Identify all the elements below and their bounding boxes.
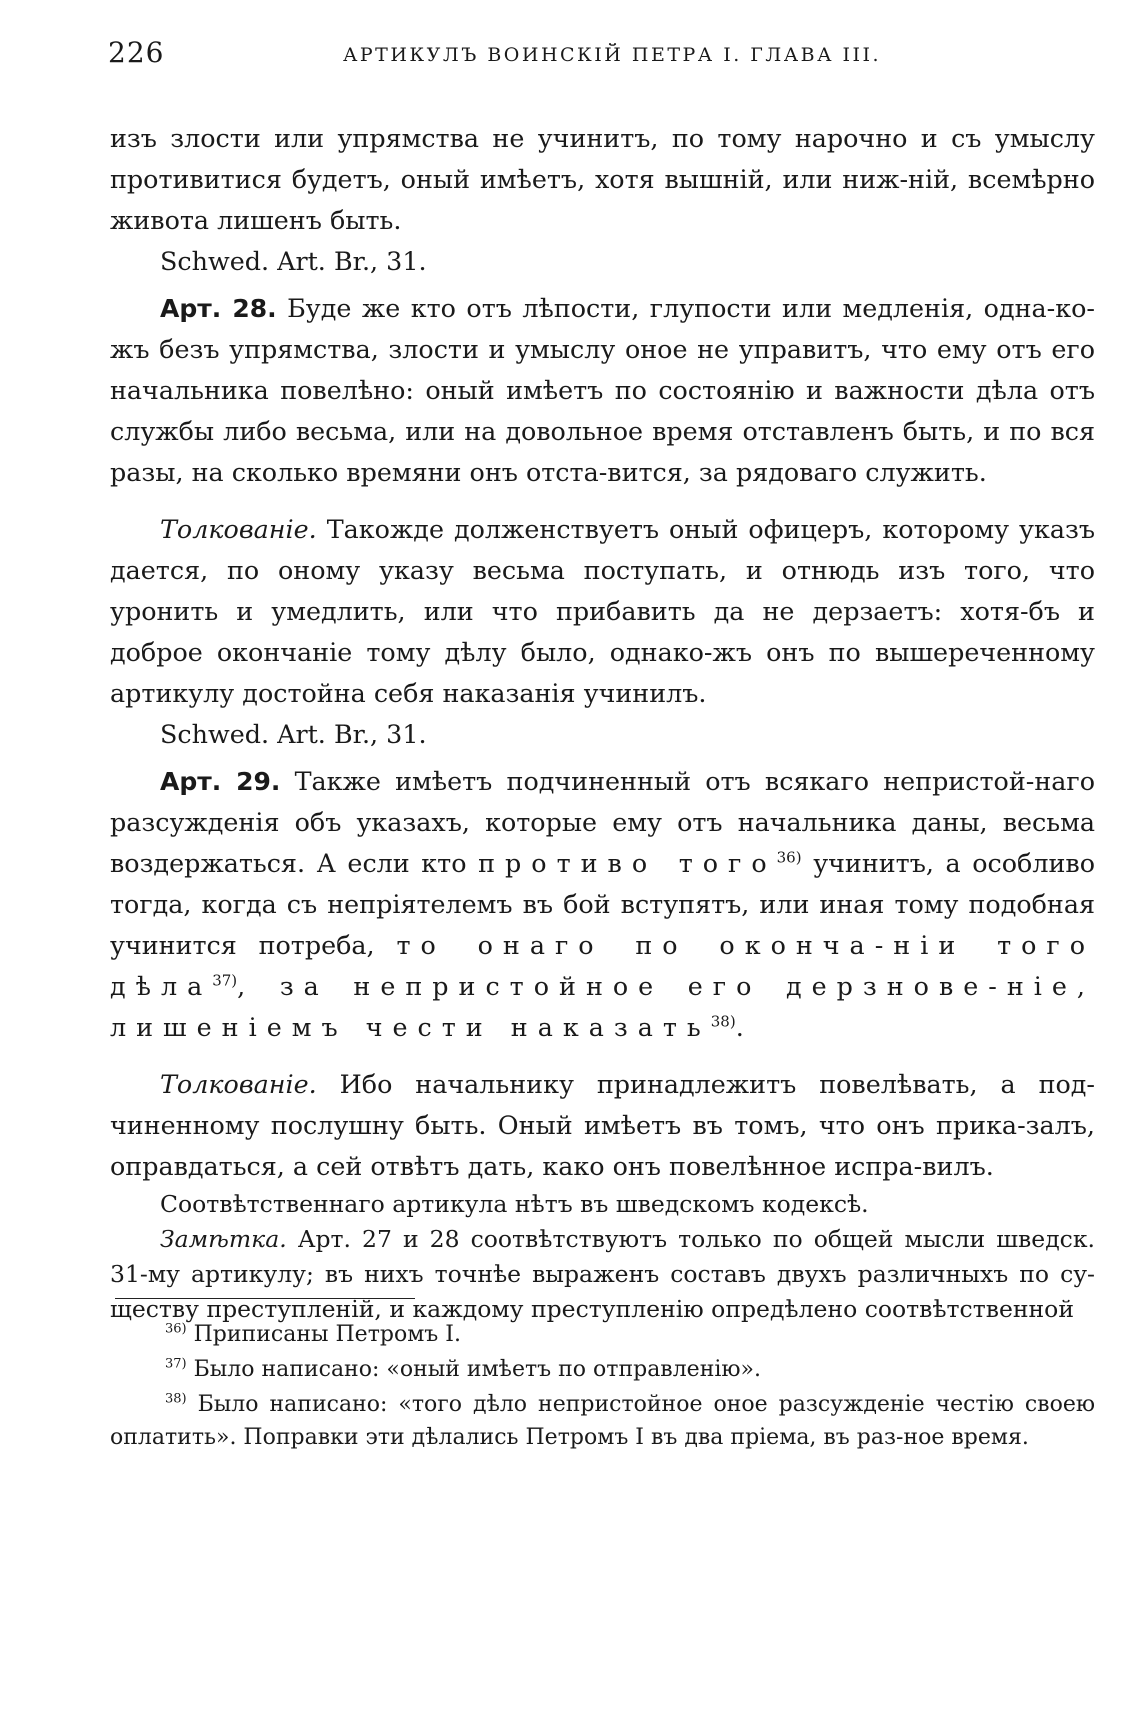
article-29 [110, 761, 1095, 1048]
article-29-spaced-a: противо того [478, 848, 777, 878]
editor-note-2-label: Замѣтка. [160, 1225, 287, 1253]
editor-note-2 [110, 1222, 1095, 1327]
page-number: 226 [108, 36, 165, 69]
footnote-37-mark: 37) [165, 1356, 187, 1372]
source-reference: Schwed. Art. Br., 31. [160, 246, 427, 276]
article-29-spaced-c: , за непристойное его дерзнове-ніе, лишеніемъ чести наказать [110, 971, 1095, 1042]
editor-note-1: Соотвѣтственнаго артикула нѣтъ въ шведскомъ кодексѣ. [160, 1190, 869, 1218]
article-29-spaced-b: то онаго по оконча-ніи того дѣла [110, 930, 1095, 1001]
running-head: АРТИКУЛЪ ВОИНСКІЙ ПЕТРА І. ГЛАВА ІІІ. [343, 44, 882, 66]
main-text [110, 118, 1095, 1327]
article-28-text: Буде же кто отъ лѣпости, глупости или медленія, одна-ко-жъ безъ упрямства, злости и умыслу оное не управитъ, что ему отъ его начальника повелѣно: оный имѣетъ по состоянію и важности дѣла отъ службы либо весьма, или на довольное время отставленъ быть, и по вся разы, на сколько времяни онъ отста-вится, за рядоваго служить. [110, 293, 1095, 487]
footnote-36 [110, 1318, 1095, 1351]
footnote-38 [110, 1388, 1095, 1454]
footnote-36-text: Приписаны Петромъ I. [193, 1322, 461, 1347]
article-29-text-b: учинитъ, а особливо тогда, когда съ непріятелемъ въ бой вступятъ, или иная тому подобная учинится потреба, [110, 848, 1095, 960]
interpretation-2-text: Ибо начальнику принадлежитъ повелѣвать, а под-чиненному послушну быть. Оный имѣетъ въ томъ, что онъ прика-залъ, оправдаться, а сей отвѣтъ дать, како онъ повелѣнное испра-вилъ. [110, 1069, 1096, 1181]
footnote-37-text: Было написано: «оный имѣетъ по отправленію». [193, 1357, 761, 1382]
footnote-ref-37: 37) [212, 971, 238, 990]
interpretation-1-text: Такожде долженствуетъ оный офицеръ, которому указъ дается, по оному указу весьма поступать, и отнюдь изъ того, что уронить и умедлить, или что прибавить да не дерзаетъ: хотя-бъ и доброе окончаніе тому дѣлу было, однако-жъ онъ по вышереченному артикулу достойна себя наказанія учинилъ. [110, 514, 1096, 708]
article-28 [110, 288, 1095, 493]
article-29-text-a: Также имѣетъ подчиненный отъ всякаго непристой-наго разсужденія объ указахъ, которые ему отъ начальника даны, весьма воздержаться. А если кто [110, 766, 1095, 878]
footnote-38-mark: 38) [165, 1391, 187, 1407]
article-28-label: Арт. 28. [160, 294, 277, 323]
footnote-38-text: Было написано: «того дѣло непристойное оное разсужденіе честію своею оплатить». Поправки эти дѣлались Петромъ I въ два пріема, въ раз-ное время. [110, 1392, 1095, 1450]
editor-note-2-text: Арт. 27 и 28 соотвѣтствуютъ только по общей мысли шведск. 31-му артикулу; въ нихъ точнѣе выраженъ составъ двухъ различныхъ по су-ществу преступленій, и каждому преступленію опредѣлено соотвѣтственной [110, 1225, 1095, 1323]
interpretation-1-label: Толкованіе. [160, 514, 317, 544]
interpretation-2-label: Толкованіе. [160, 1069, 317, 1099]
footnote-ref-38: 38) [710, 1012, 736, 1031]
article-29-label: Арт. 29. [160, 767, 281, 796]
paragraph-continuation: изъ злости или упрямства не учинитъ, по тому нарочно и съ умыслу противитися будетъ, оный имѣетъ, хотя вышній, или ниж-ній, всемѣрно живота лишенъ быть. [110, 123, 1095, 235]
footnote-divider [115, 1298, 415, 1299]
interpretation-1 [110, 509, 1095, 714]
footnote-ref-36: 36) [776, 848, 802, 867]
footnote-36-mark: 36) [165, 1321, 187, 1337]
page-header [108, 36, 1108, 76]
footnote-37 [110, 1353, 1095, 1386]
source-reference-2: Schwed. Art. Br., 31. [160, 719, 427, 749]
interpretation-2 [110, 1064, 1095, 1187]
article-29-end: . [735, 1012, 744, 1042]
footnotes [110, 1318, 1095, 1454]
